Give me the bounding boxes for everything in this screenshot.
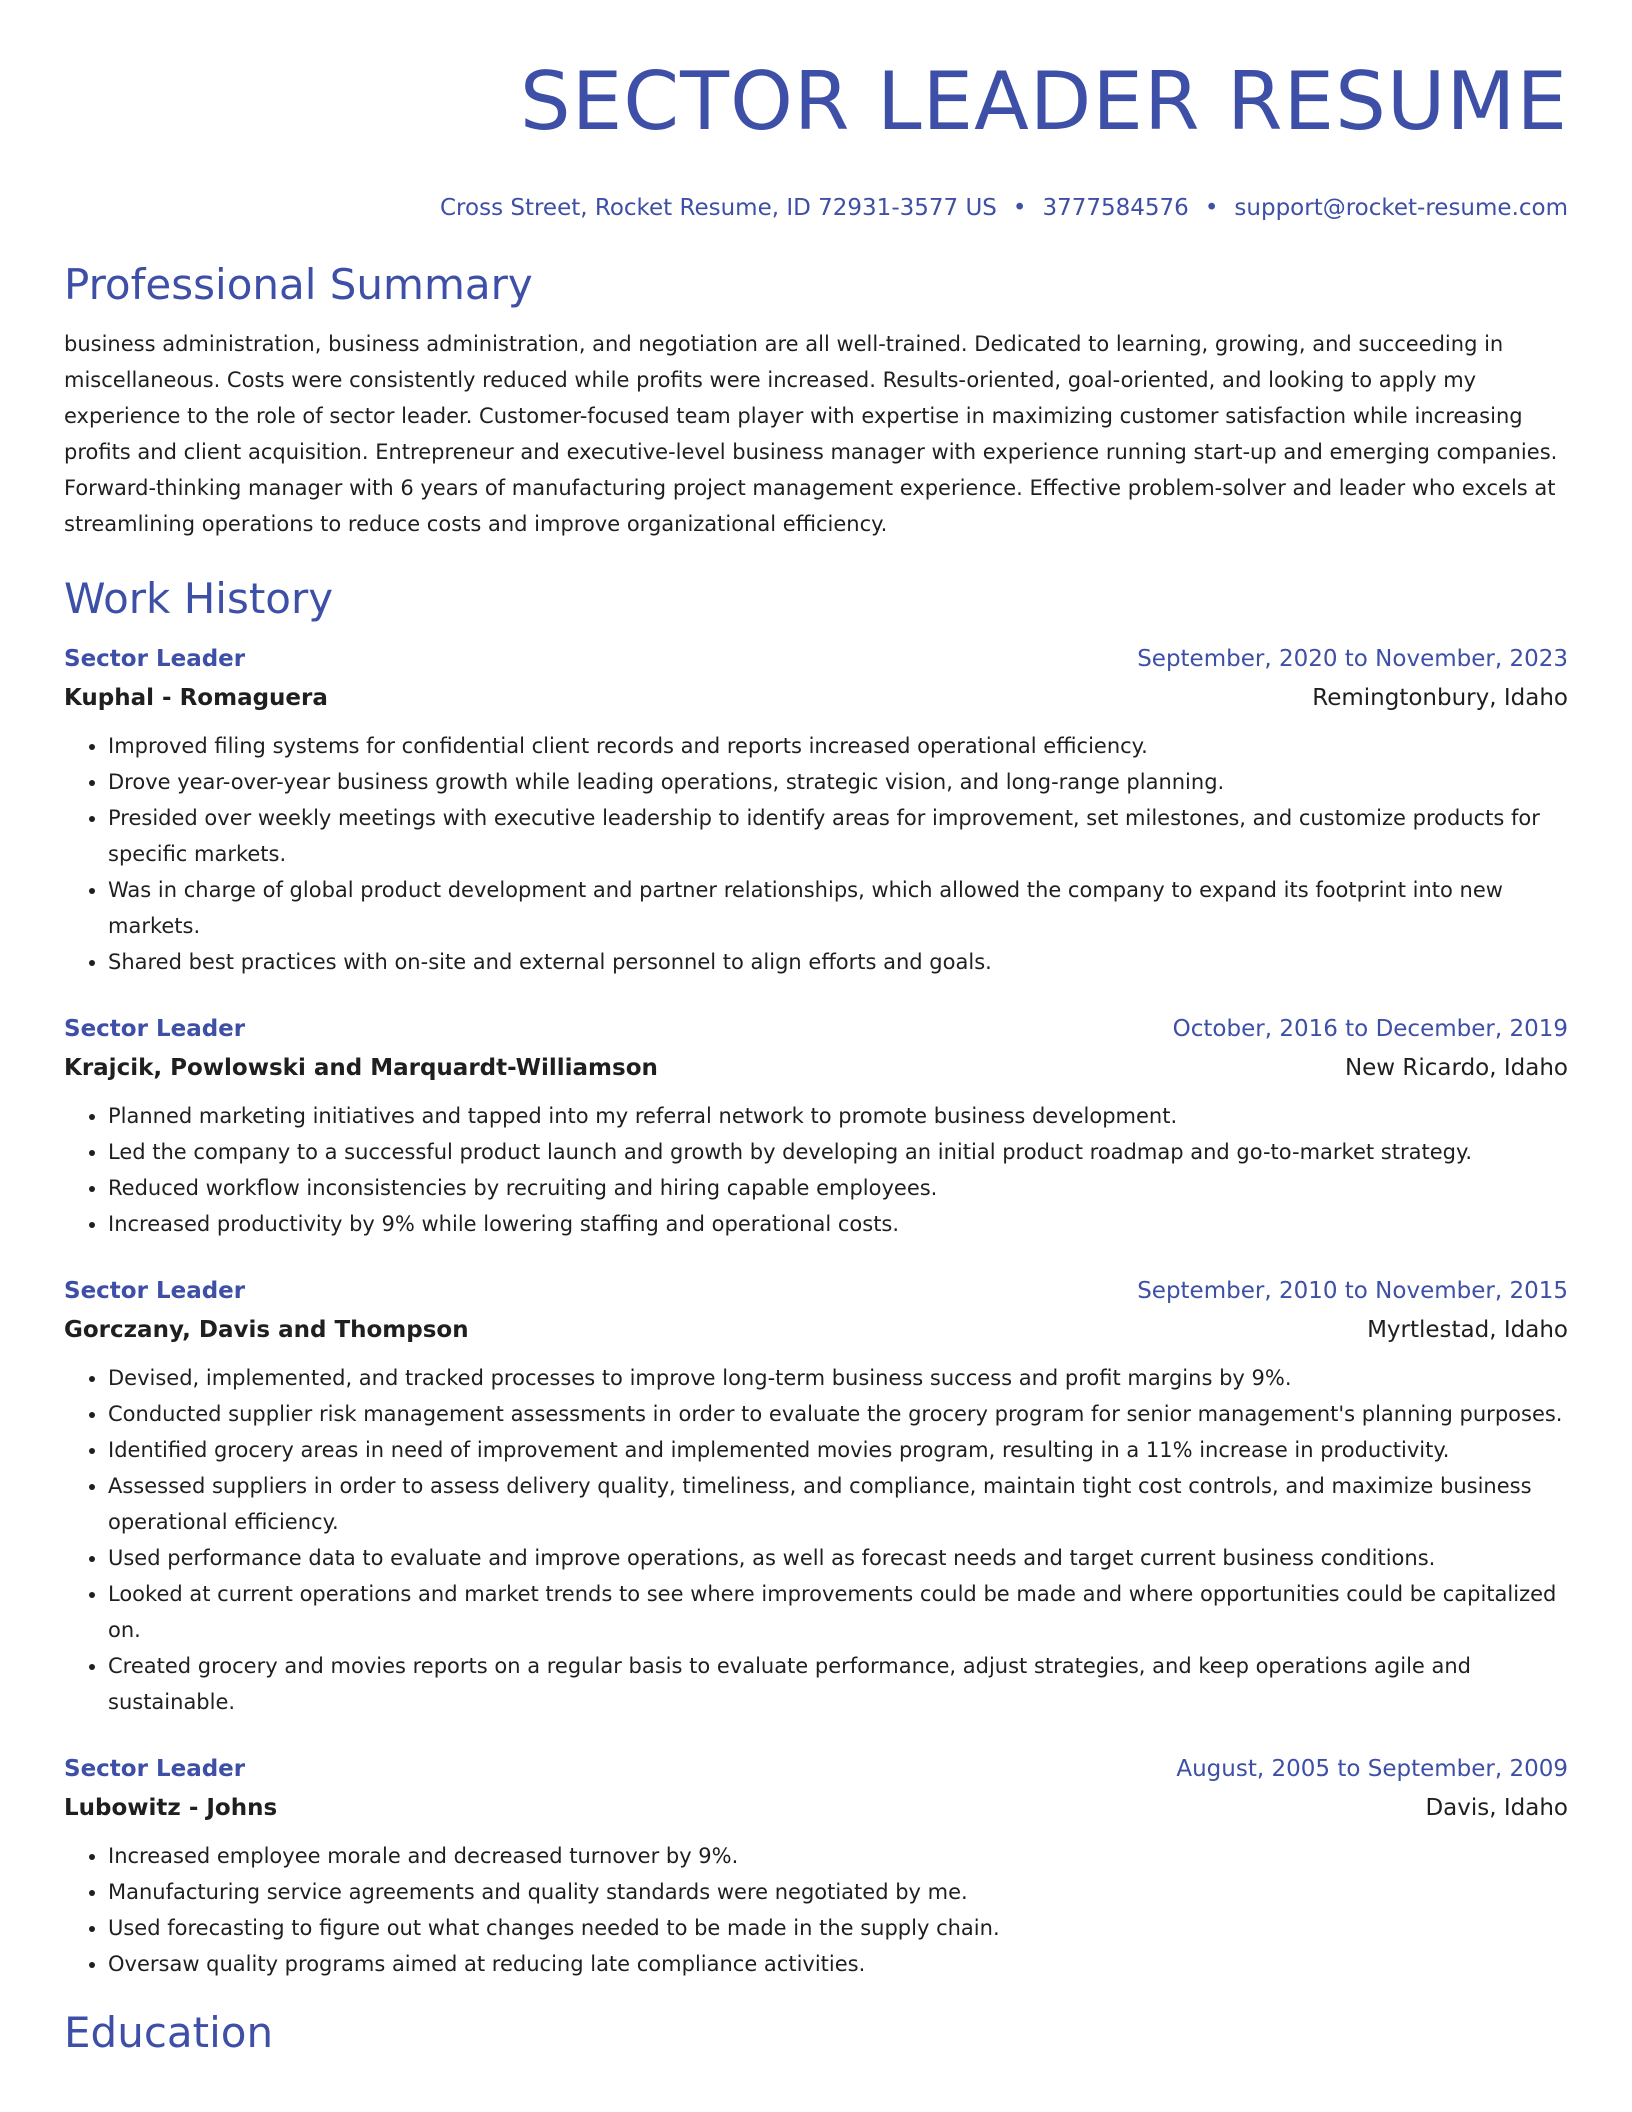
job-bullet: • Used forecasting to figure out what changes needed to be made in the supply chain. [108,1910,1568,1946]
work-history-list [64,640,1568,1982]
job-header-row [64,1272,1568,1310]
work-history-heading: Work History [64,574,334,623]
job-bullet: • Reduced workflow inconsistencies by recruiting and hiring capable employees. [108,1170,1568,1206]
job-bullet: • Was in charge of global product development and partner relationships, which allowed the company to expand its footprint into new markets. [108,872,1568,944]
job-bullet: • Shared best practices with on-site and external personnel to align efforts and goals. [108,944,1568,980]
job-company: Gorczany, Davis and Thompson [64,1317,469,1343]
job-bullets [64,1098,1568,1242]
job-company: Kuphal - Romaguera [64,685,328,711]
job-bullets [64,1360,1568,1720]
job-bullet: • Manufacturing service agreements and quality standards were negotiated by me. [108,1874,1568,1910]
job-entry [64,1272,1568,1720]
job-location: Myrtlestad, Idaho [1367,1317,1568,1343]
job-location: Davis, Idaho [1425,1795,1568,1821]
job-bullet: • Assessed suppliers in order to assess delivery quality, timeliness, and compliance, maintain tight cost controls, and maximize business operational efficiency. [108,1468,1568,1540]
job-bullet: • Increased productivity by 9% while lowering staffing and operational costs. [108,1206,1568,1242]
job-entry [64,640,1568,980]
job-dates: October, 2016 to December, 2019 [1172,1016,1568,1042]
contact-separator: • [1012,195,1027,221]
job-bullets [64,728,1568,980]
contact-email: support@rocket-resume.com [1234,195,1568,221]
job-header-row [64,1010,1568,1048]
job-company-row [64,1788,1568,1828]
job-title: Sector Leader [64,1016,246,1042]
job-header-row [64,1750,1568,1788]
job-title: Sector Leader [64,1756,246,1782]
job-dates: August, 2005 to September, 2009 [1176,1756,1568,1782]
education-heading: Education [64,2008,274,2057]
job-entry [64,1750,1568,1982]
job-bullet: • Led the company to a successful product launch and growth by developing an initial product roadmap and go-to-market strategy. [108,1134,1568,1170]
resume-title: SECTOR LEADER RESUME [519,55,1568,148]
resume-header [64,0,1568,222]
job-bullet: • Presided over weekly meetings with executive leadership to identify areas for improvement, set milestones, and customize products for specific markets. [108,800,1568,872]
job-bullet: • Identified grocery areas in need of improvement and implemented movies program, resulting in a 11% increase in productivity. [108,1432,1568,1468]
job-location: Remingtonbury, Idaho [1312,685,1568,711]
summary-text: business administration, business administration, and negotiation are all well-trained. Dedicated to learning, growing, and succeeding in miscellaneous. Costs were consistently reduced while profits were increased. Results-oriented, goal-oriented, and looking to apply my experience to the role of sector leader. Customer-focused team player with expertise in maximizing customer satisfaction while increasing profits and client acquisition. Entrepreneur and executive-level business manager with experience running start-up and emerging companies. Forward-thinking manager with 6 years of manufacturing project management experience. Effective problem-solver and leader who excels at streamlining operations to reduce costs and improve organizational efficiency. [64,332,1558,536]
job-bullet: • Used performance data to evaluate and improve operations, as well as forecast needs and target current business conditions. [108,1540,1568,1576]
contact-phone: 3777584576 [1042,195,1189,221]
job-bullet: • Oversaw quality programs aimed at reducing late compliance activities. [108,1946,1568,1982]
job-location: New Ricardo, Idaho [1344,1055,1568,1081]
job-bullet: • Created grocery and movies reports on a regular basis to evaluate performance, adjust strategies, and keep operations agile and sustainable. [108,1648,1568,1720]
job-bullets [64,1838,1568,1982]
job-dates: September, 2010 to November, 2015 [1137,1278,1568,1304]
job-title: Sector Leader [64,1278,246,1304]
job-title: Sector Leader [64,646,246,672]
job-company-row [64,1048,1568,1088]
job-bullet: • Increased employee morale and decreased turnover by 9%. [108,1838,1568,1874]
summary-heading: Professional Summary [64,260,533,309]
contact-separator: • [1204,195,1219,221]
job-company-row [64,678,1568,718]
job-bullet: • Planned marketing initiatives and tapped into my referral network to promote business development. [108,1098,1568,1134]
job-dates: September, 2020 to November, 2023 [1137,646,1568,672]
job-header-row [64,640,1568,678]
job-company: Krajcik, Powlowski and Marquardt-Williamson [64,1055,658,1081]
job-company: Lubowitz - Johns [64,1795,278,1821]
job-company-row [64,1310,1568,1350]
job-bullet: • Devised, implemented, and tracked processes to improve long-term business success and profit margins by 9%. [108,1360,1568,1396]
contact-line [64,194,1568,222]
job-bullet: • Conducted supplier risk management assessments in order to evaluate the grocery program for senior management's planning purposes. [108,1396,1568,1432]
job-entry [64,1010,1568,1242]
job-bullet: • Improved filing systems for confidential client records and reports increased operational efficiency. [108,728,1568,764]
contact-address: Cross Street, Rocket Resume, ID 72931-3577 US [440,195,997,221]
job-bullet: • Drove year-over-year business growth while leading operations, strategic vision, and long-range planning. [108,764,1568,800]
resume-page [64,0,1568,2060]
job-bullet: • Looked at current operations and market trends to see where improvements could be made and where opportunities could be capitalized on. [108,1576,1568,1648]
